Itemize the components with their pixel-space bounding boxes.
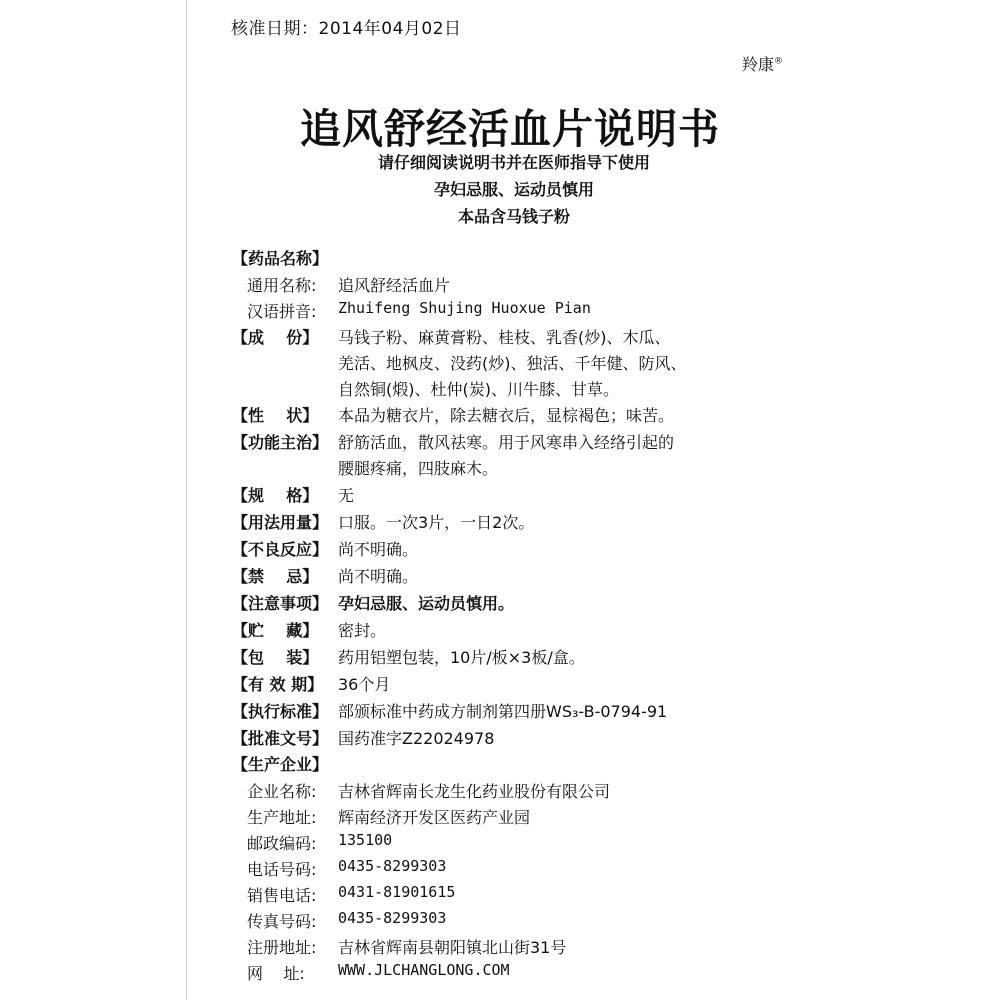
ingredients-line: 马钱子粉、麻黄膏粉、桂枝、乳香(炒)、木瓜、 [338, 328, 671, 347]
indications-line: 舒筋活血，散风祛寒。用于风寒串入经络引起的 [338, 433, 675, 452]
row-approval-number [232, 726, 832, 749]
row-production-address [232, 805, 832, 828]
brand-name: 羚康 [742, 55, 775, 74]
dosage-label: 【用法用量】 [232, 513, 329, 532]
registered-address-label: 注册地址: [247, 938, 317, 957]
row-dosage [232, 510, 832, 533]
brand-mark [742, 52, 783, 75]
approval-date: 核准日期：2014年04月02日 [231, 19, 462, 39]
section-drug-name: 【药品名称】 [232, 249, 329, 268]
subtitle-ingredient-notice: 本品含马钱子粉 [457, 207, 570, 226]
row-standard [232, 699, 832, 722]
specification-label: 【规 格】 [232, 486, 319, 505]
row-properties [232, 403, 832, 426]
phone-value: 0435-8299303 [338, 857, 447, 875]
row-adverse [232, 537, 832, 560]
pinyin-value: Zhuifeng Shujing Huoxue Pian [338, 299, 591, 317]
package-value: 药用铝塑包装，10片/板×3板/盒。 [338, 648, 585, 667]
postal-code-label: 邮政编码: [247, 834, 317, 853]
indications-line: 腰腿疼痛，四肢麻木。 [338, 459, 499, 478]
specification-value: 无 [338, 486, 355, 505]
dosage-value: 口服。一次3片，一日2次。 [338, 513, 535, 532]
approval-number-value: 国药准字Z22024978 [338, 729, 495, 748]
row-indications [232, 430, 832, 482]
fax-value: 0435-8299303 [338, 909, 447, 927]
ingredients-label: 【成 份】 [232, 328, 319, 347]
row-pinyin [232, 299, 832, 322]
adverse-value: 尚不明确。 [338, 540, 419, 559]
row-generic-name [232, 273, 832, 296]
row-validity [232, 672, 832, 695]
row-specification [232, 483, 832, 506]
validity-label: 【有 效 期】 [232, 675, 324, 694]
row-package [232, 645, 832, 668]
standard-label: 【执行标准】 [232, 702, 329, 721]
row-precautions [232, 591, 832, 614]
row-postal-code [232, 831, 832, 854]
row-website [232, 961, 832, 984]
row-fax [232, 909, 832, 932]
website-label: 网 址: [247, 964, 305, 983]
contraindications-value: 尚不明确。 [338, 567, 419, 586]
row-storage [232, 618, 832, 641]
sales-phone-label: 销售电话: [247, 886, 317, 905]
row-registered-address [232, 935, 832, 958]
generic-name-label: 通用名称: [247, 276, 317, 295]
package-label: 【包 装】 [232, 648, 319, 667]
phone-label: 电话号码: [247, 860, 317, 879]
website-value: WWW.JLCHANGLONG.COM [338, 961, 510, 979]
generic-name-value: 追风舒经活血片 [338, 276, 451, 295]
approval-number-label: 【批准文号】 [232, 729, 329, 748]
standard-value: 部颁标准中药成方制剂第四册WS₃-B-0794-91 [338, 702, 668, 721]
sales-phone-value: 0431-81901615 [338, 883, 456, 901]
properties-label: 【性 状】 [232, 406, 319, 425]
row-company-name [232, 779, 832, 802]
registered-mark: ® [774, 56, 784, 67]
company-name-value: 吉林省辉南长龙生化药业股份有限公司 [338, 782, 611, 801]
company-name-label: 企业名称: [247, 782, 317, 801]
ingredients-value [338, 325, 832, 403]
indications-value [338, 430, 832, 482]
section-manufacturer: 【生产企业】 [232, 755, 329, 774]
pinyin-label: 汉语拼音: [247, 302, 317, 321]
subtitle-usage-notice: 请仔细阅读说明书并在医师指导下使用 [377, 153, 650, 172]
adverse-label: 【不良反应】 [232, 540, 329, 559]
fax-label: 传真号码: [247, 912, 317, 931]
properties-value: 本品为糖衣片，除去糖衣后，显棕褐色；味苦。 [338, 406, 675, 425]
production-address-value: 辉南经济开发区医药产业园 [338, 808, 531, 827]
ingredients-line: 羌活、地枫皮、没药(炒)、独活、千年健、防风、 [338, 354, 687, 373]
precautions-label: 【注意事项】 [232, 594, 329, 613]
contraindications-label: 【禁 忌】 [232, 567, 319, 586]
production-address-label: 生产地址: [247, 808, 317, 827]
row-contraindications [232, 564, 832, 587]
indications-label: 【功能主治】 [232, 433, 329, 452]
document-title: 追风舒经活血片说明书 [300, 105, 720, 153]
ingredients-line: 自然铜(煅)、杜仲(炭)、川牛膝、甘草。 [338, 380, 619, 399]
subtitle-warning: 孕妇忌服、运动员慎用 [433, 180, 594, 199]
validity-value: 36个月 [338, 675, 391, 694]
precautions-value: 孕妇忌服、运动员慎用。 [338, 594, 515, 613]
storage-label: 【贮 藏】 [232, 621, 319, 640]
row-phone [232, 857, 832, 880]
row-ingredients [232, 325, 832, 403]
storage-value: 密封。 [338, 621, 387, 640]
postal-code-value: 135100 [338, 831, 393, 849]
registered-address-value: 吉林省辉南县朝阳镇北山街31号 [338, 938, 567, 957]
row-sales-phone [232, 883, 832, 906]
